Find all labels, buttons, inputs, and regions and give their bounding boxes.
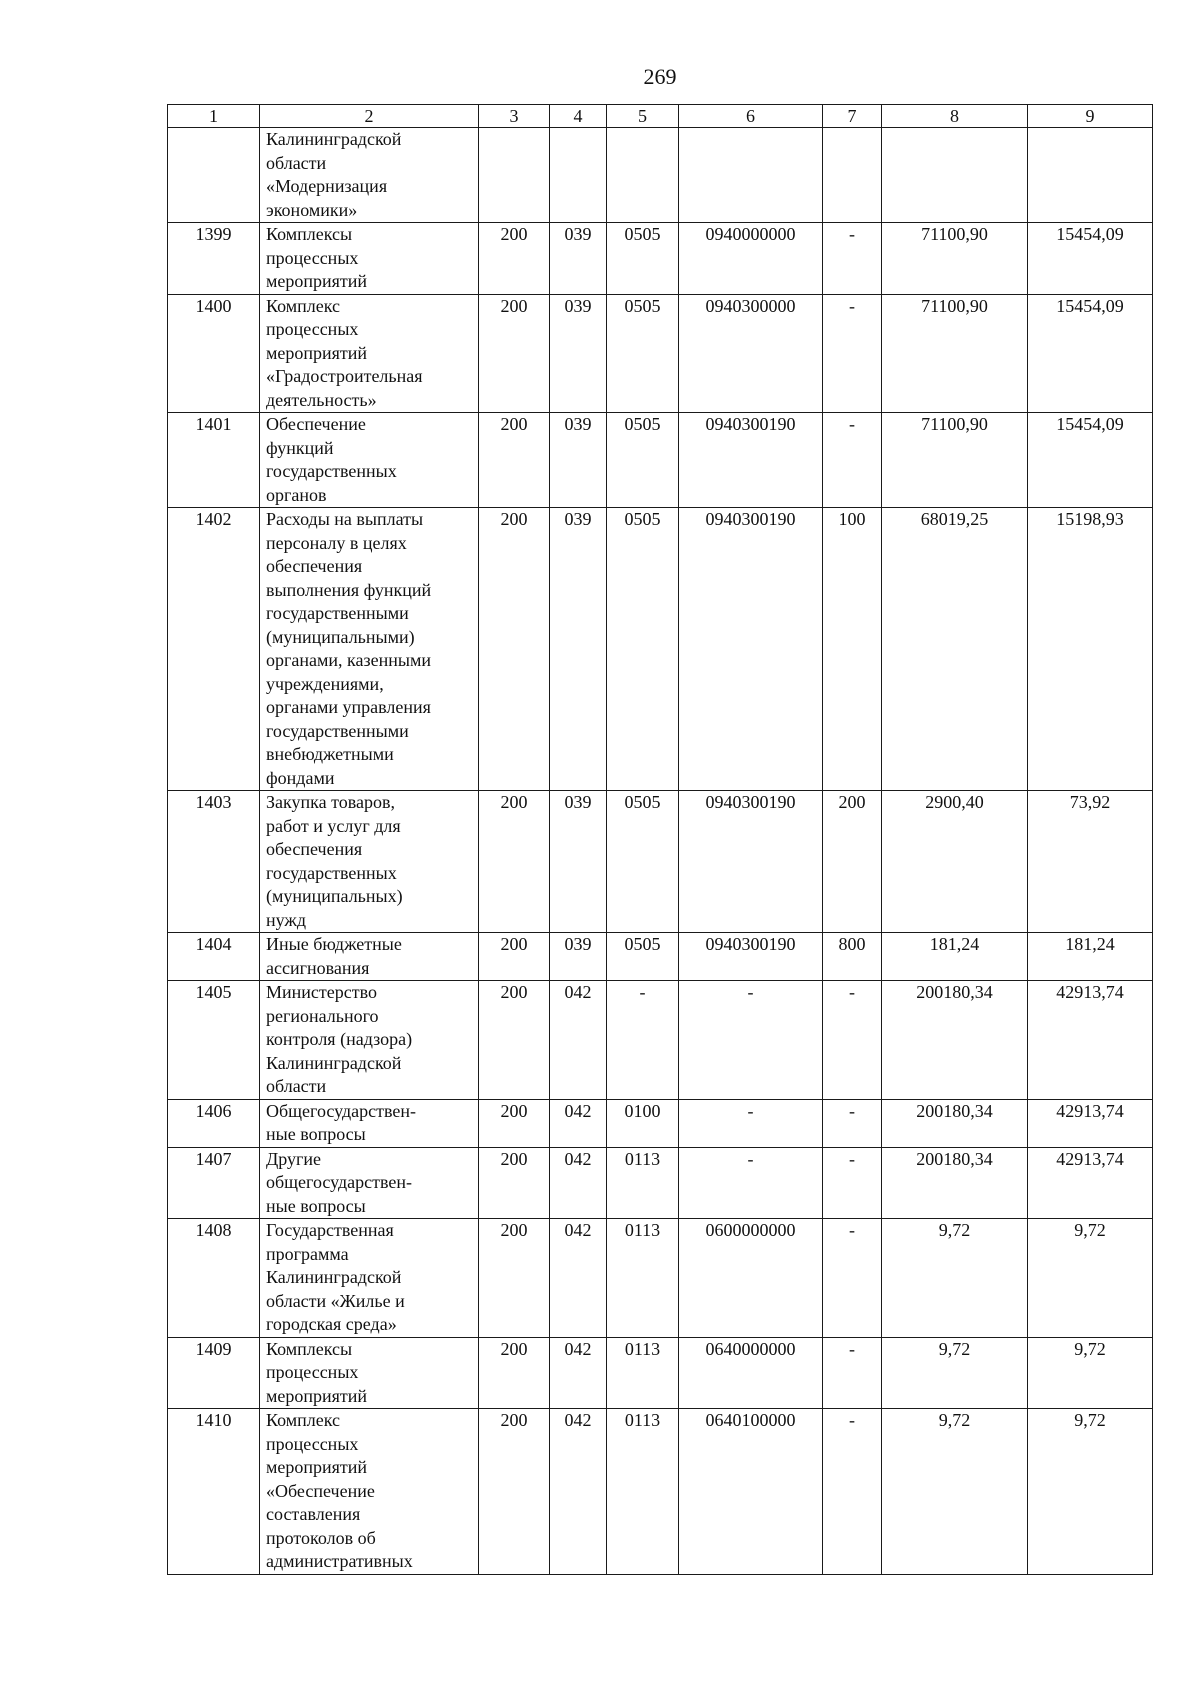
row-name-line: мероприятий (266, 342, 368, 363)
row-number: 1403 (168, 791, 260, 933)
row-name-line: функций (266, 437, 334, 458)
target-article-code: 0940300190 (679, 508, 823, 791)
column-header-5: 5 (607, 105, 679, 128)
row-number: 1401 (168, 413, 260, 508)
amount-executed: 15454,09 (1028, 223, 1153, 295)
table-row (168, 128, 1153, 223)
row-name-line: Калининградской (266, 129, 402, 149)
amount-executed: 15454,09 (1028, 413, 1153, 508)
section-code: - (607, 981, 679, 1100)
target-article-code: 0940300190 (679, 933, 823, 981)
row-name-line: протоколов об (266, 1527, 376, 1548)
row-name-line: городская среда» (266, 1314, 397, 1334)
row-name-line: «Обеспечение (266, 1480, 375, 1501)
section-code: 0113 (607, 1219, 679, 1338)
row-name-line: (муниципальными) (266, 626, 415, 647)
ministry-code: 042 (550, 1099, 607, 1147)
amount-plan: 200180,34 (882, 981, 1028, 1100)
amount-plan: 71100,90 (882, 413, 1028, 508)
row-name-line: общегосударствен- (266, 1172, 413, 1192)
table-row (168, 508, 1153, 791)
section-code: 0505 (607, 933, 679, 981)
row-number: 1406 (168, 1099, 260, 1147)
row-name-line: Калининградской (266, 1267, 402, 1287)
expense-type-code: - (823, 1099, 882, 1147)
table-row (168, 294, 1153, 413)
expense-type-code: - (823, 1409, 882, 1575)
row-name-line: Комплекс (266, 1410, 341, 1430)
row-name-line: программа (266, 1243, 349, 1264)
row-number: 1402 (168, 508, 260, 791)
row-name-line: ассигнования (266, 957, 370, 978)
table-row (168, 1147, 1153, 1219)
row-name-line: Обеспечение (266, 414, 366, 434)
table-row (168, 981, 1153, 1100)
row-name-line: персоналу в целях (266, 532, 407, 553)
table-row (168, 1409, 1153, 1575)
target-article-code: 0600000000 (679, 1219, 823, 1338)
row-name-line: Комплексы (266, 1338, 353, 1359)
row-name-line: контроля (надзора) (266, 1029, 413, 1049)
row-name-line: государственными (266, 603, 409, 623)
row-name (260, 981, 479, 1100)
target-article-code (679, 128, 823, 223)
row-name (260, 1219, 479, 1338)
row-name-line: Калининградской (266, 1052, 402, 1073)
row-name-line: работ и услуг для (266, 815, 401, 836)
row-name-line: области (266, 1076, 327, 1096)
amount-plan: 68019,25 (882, 508, 1028, 791)
budget-table (167, 104, 1153, 1575)
expense-type-code: - (823, 294, 882, 413)
row-name-line: «Градостроительная (266, 366, 423, 386)
amount-plan (882, 128, 1028, 223)
section-code (607, 128, 679, 223)
row-name-line: мероприятий (266, 1457, 368, 1477)
row-name (260, 1337, 479, 1409)
section-code: 0100 (607, 1099, 679, 1147)
row-number: 1404 (168, 933, 260, 981)
ministry-code: 039 (550, 223, 607, 295)
row-name-line: фондами (266, 767, 335, 788)
amount-plan: 9,72 (882, 1219, 1028, 1338)
row-number (168, 128, 260, 223)
expense-type-code: 100 (823, 508, 882, 791)
row-name-line: государственных (266, 461, 397, 481)
expense-type-code: - (823, 981, 882, 1100)
ministry-code: 039 (550, 933, 607, 981)
amount-executed: 15454,09 (1028, 294, 1153, 413)
ministry-code: 042 (550, 1219, 607, 1338)
row-name-line: процессных (266, 1433, 359, 1454)
row-name-line: ные вопросы (266, 1195, 366, 1216)
target-article-code: - (679, 1099, 823, 1147)
row-name-line: Комплекс (266, 295, 341, 316)
row-name-line: процессных (266, 319, 359, 339)
admin-code: 200 (479, 1409, 550, 1575)
admin-code: 200 (479, 1099, 550, 1147)
section-code: 0505 (607, 413, 679, 508)
target-article-code: - (679, 1147, 823, 1219)
column-header-7: 7 (823, 105, 882, 128)
ministry-code: 039 (550, 413, 607, 508)
table-row (168, 1099, 1153, 1147)
amount-executed: 73,92 (1028, 791, 1153, 933)
row-name (260, 933, 479, 981)
amount-plan: 2900,40 (882, 791, 1028, 933)
ministry-code: 042 (550, 981, 607, 1100)
row-name-line: процессных (266, 247, 359, 268)
amount-executed (1028, 128, 1153, 223)
row-name-line: Другие (266, 1148, 322, 1169)
amount-executed: 9,72 (1028, 1409, 1153, 1575)
row-name-line: обеспечения (266, 556, 363, 576)
target-article-code: 0940300190 (679, 413, 823, 508)
column-header-1: 1 (168, 105, 260, 128)
amount-plan: 181,24 (882, 933, 1028, 981)
admin-code: 200 (479, 1219, 550, 1338)
row-name (260, 294, 479, 413)
ministry-code: 042 (550, 1409, 607, 1575)
amount-plan: 9,72 (882, 1409, 1028, 1575)
amount-executed: 9,72 (1028, 1337, 1153, 1409)
expense-type-code: 800 (823, 933, 882, 981)
row-name-line: Государственная (266, 1220, 394, 1240)
column-header-3: 3 (479, 105, 550, 128)
admin-code: 200 (479, 413, 550, 508)
row-number: 1410 (168, 1409, 260, 1575)
row-name-line: регионального (266, 1005, 379, 1026)
target-article-code: 0640000000 (679, 1337, 823, 1409)
admin-code: 200 (479, 223, 550, 295)
row-name-line: ные вопросы (266, 1124, 366, 1144)
header-row (168, 105, 1153, 128)
expense-type-code: - (823, 1147, 882, 1219)
row-name-line: «Модернизация (266, 176, 388, 196)
row-name-line: мероприятий (266, 1385, 368, 1406)
amount-plan: 200180,34 (882, 1099, 1028, 1147)
row-name-line: внебюджетными (266, 744, 394, 764)
table-body (168, 128, 1153, 1575)
table-row (168, 791, 1153, 933)
row-number: 1399 (168, 223, 260, 295)
row-name-line: административных (266, 1551, 413, 1571)
row-name-line: экономики» (266, 199, 358, 220)
admin-code: 200 (479, 981, 550, 1100)
admin-code: 200 (479, 791, 550, 933)
row-name-line: (муниципальных) (266, 886, 403, 906)
amount-executed: 42913,74 (1028, 1147, 1153, 1219)
target-article-code: 0940300190 (679, 791, 823, 933)
admin-code: 200 (479, 294, 550, 413)
row-name-line: области (266, 152, 327, 173)
row-name-line: государственными (266, 720, 409, 741)
amount-executed: 15198,93 (1028, 508, 1153, 791)
row-name-line: Министерство (266, 982, 377, 1002)
table-row (168, 413, 1153, 508)
amount-plan: 9,72 (882, 1337, 1028, 1409)
table-row (168, 933, 1153, 981)
table-row (168, 223, 1153, 295)
row-name-line: обеспечения (266, 839, 363, 859)
section-code: 0505 (607, 508, 679, 791)
row-name-line: области «Жилье и (266, 1290, 405, 1311)
row-name-line: учреждениями, (266, 673, 384, 694)
section-code: 0505 (607, 791, 679, 933)
admin-code (479, 128, 550, 223)
row-name-line: Расходы на выплаты (266, 509, 424, 529)
row-name-line: Закупка товаров, (266, 792, 395, 812)
column-header-4: 4 (550, 105, 607, 128)
row-name (260, 223, 479, 295)
amount-plan: 71100,90 (882, 223, 1028, 295)
row-name (260, 791, 479, 933)
row-number: 1405 (168, 981, 260, 1100)
amount-executed: 181,24 (1028, 933, 1153, 981)
row-number: 1409 (168, 1337, 260, 1409)
row-name-line: органов (266, 484, 327, 505)
row-name-line: Комплексы (266, 224, 353, 244)
expense-type-code: - (823, 413, 882, 508)
expense-type-code: - (823, 223, 882, 295)
target-article-code: - (679, 981, 823, 1100)
target-article-code: 0940000000 (679, 223, 823, 295)
row-name-line: органами управления (266, 697, 431, 717)
row-number: 1400 (168, 294, 260, 413)
section-code: 0113 (607, 1337, 679, 1409)
ministry-code: 039 (550, 508, 607, 791)
section-code: 0113 (607, 1409, 679, 1575)
amount-executed: 42913,74 (1028, 1099, 1153, 1147)
row-name-line: нужд (266, 909, 306, 930)
row-name-line: выполнения функций (266, 579, 432, 600)
column-header-8: 8 (882, 105, 1028, 128)
row-name-line: Иные бюджетные (266, 934, 402, 954)
row-name (260, 1147, 479, 1219)
expense-type-code: 200 (823, 791, 882, 933)
amount-plan: 71100,90 (882, 294, 1028, 413)
column-header-9: 9 (1028, 105, 1153, 128)
row-name-line: деятельность» (266, 389, 377, 410)
column-header-2: 2 (260, 105, 479, 128)
ministry-code (550, 128, 607, 223)
amount-executed: 42913,74 (1028, 981, 1153, 1100)
amount-plan: 200180,34 (882, 1147, 1028, 1219)
row-number: 1407 (168, 1147, 260, 1219)
row-name-line: органами, казенными (266, 650, 431, 670)
admin-code: 200 (479, 933, 550, 981)
admin-code: 200 (479, 508, 550, 791)
admin-code: 200 (479, 1337, 550, 1409)
ministry-code: 042 (550, 1337, 607, 1409)
expense-type-code (823, 128, 882, 223)
section-code: 0113 (607, 1147, 679, 1219)
row-name-line: процессных (266, 1362, 359, 1382)
column-header-6: 6 (679, 105, 823, 128)
ministry-code: 039 (550, 294, 607, 413)
row-name (260, 128, 479, 223)
amount-executed: 9,72 (1028, 1219, 1153, 1338)
ministry-code: 042 (550, 1147, 607, 1219)
expense-type-code: - (823, 1219, 882, 1338)
target-article-code: 0940300000 (679, 294, 823, 413)
row-number: 1408 (168, 1219, 260, 1338)
row-name (260, 508, 479, 791)
page-number: 269 (643, 64, 677, 89)
row-name (260, 1409, 479, 1575)
row-name-line: составления (266, 1504, 361, 1524)
admin-code: 200 (479, 1147, 550, 1219)
row-name-line: государственных (266, 862, 397, 883)
table-row (168, 1219, 1153, 1338)
row-name (260, 1099, 479, 1147)
section-code: 0505 (607, 294, 679, 413)
row-name (260, 413, 479, 508)
ministry-code: 039 (550, 791, 607, 933)
target-article-code: 0640100000 (679, 1409, 823, 1575)
row-name-line: мероприятий (266, 271, 368, 291)
row-name-line: Общегосударствен- (266, 1100, 417, 1121)
table-row (168, 1337, 1153, 1409)
expense-type-code: - (823, 1337, 882, 1409)
section-code: 0505 (607, 223, 679, 295)
